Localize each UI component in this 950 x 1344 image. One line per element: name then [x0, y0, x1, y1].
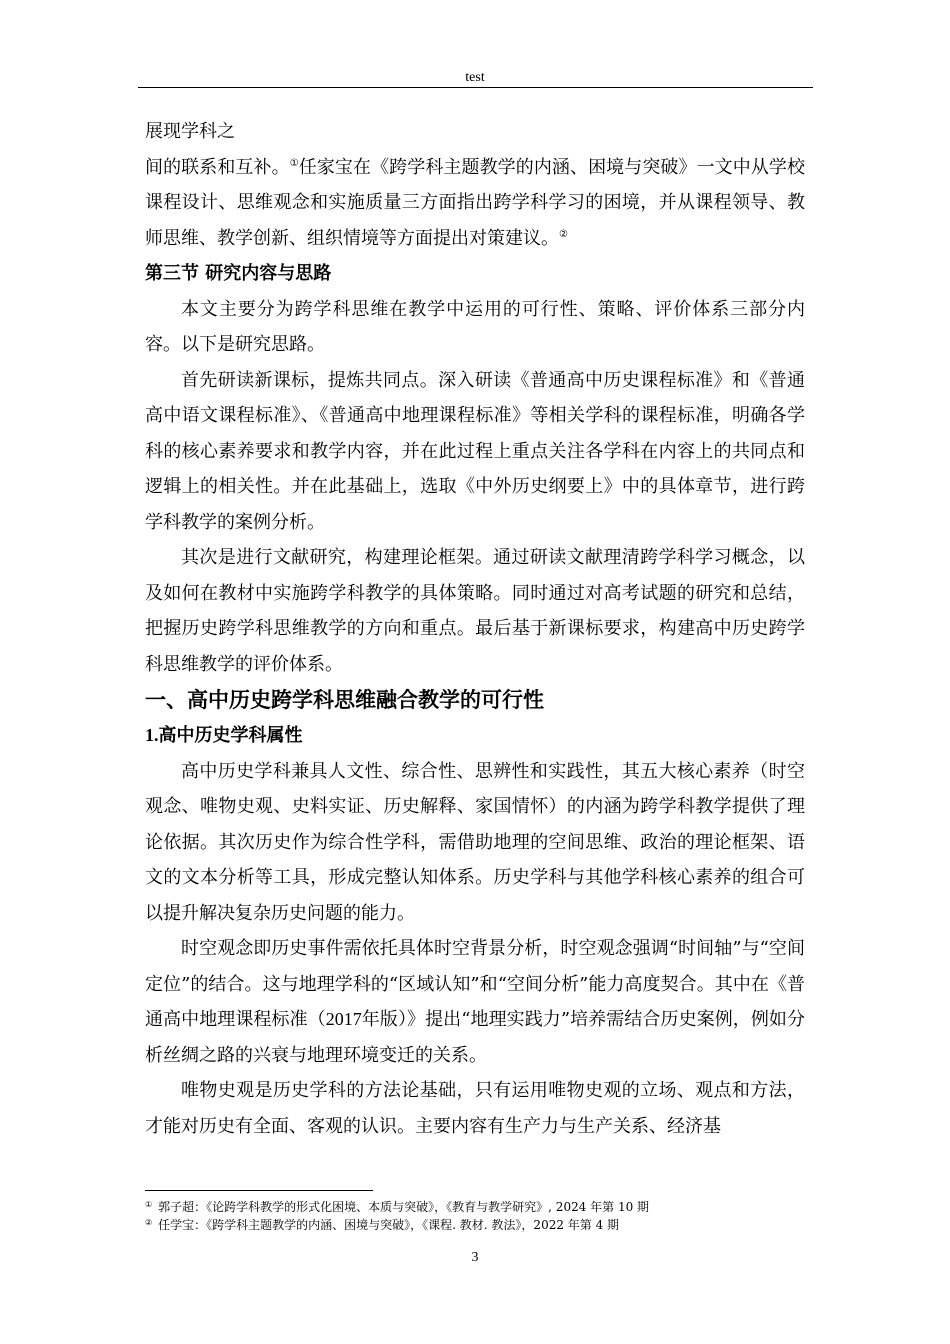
subsection-heading: [145, 718, 805, 754]
subsection-title: 高中历史学科属性: [158, 725, 303, 746]
footnote-1-text: 郭子超：《论跨学科教学的形式化困境、本质与突破》，《教育与教学研究》, 2024 年第 10 期: [158, 1200, 650, 1214]
footnote-2: [145, 1215, 825, 1233]
chapter-heading: 一、高中历史跨学科思维融合教学的可行性: [145, 687, 544, 712]
footnote-divider: [145, 1190, 373, 1191]
section-paragraph-2: 首先研读新课标，提炼共同点。深入研读《普通高中历史课程标准》和《普通高中语文课程标准》、《普通高中地理课程标准》等相关学科的课程标准，明确各学科的核心素养要求和教学内容，并在此过程上重点关注各学科在内容上的共同点和逻辑上的相关性。并在此基础上，选取《中外历史纲要上》中的具体章节，进行跨学科教学的案例分析。: [145, 369, 805, 533]
subsection-number: 1.: [145, 725, 159, 745]
footnote-ref-1: ①: [289, 157, 299, 169]
chapter-paragraph-1: 高中历史学科兼具人文性、综合性、思辨性和实践性，其五大核心素养（时空观念、唯物史观、史料实证、历史解释、家国情怀）的内涵为跨学科教学提供了理论依据。其次历史作为综合性学科，需借助地理的空间思维、政治的理论框架、语文的文本分析等工具，形成完整认知体系。历史学科与其他学科核心素养的组合可以提升解决复杂历史问题的能力。: [145, 760, 805, 924]
intro-paragraph: [145, 150, 805, 257]
chapter-paragraph-2: [145, 931, 805, 1073]
standard-year: 2017: [325, 1009, 362, 1029]
page-header: test: [465, 70, 485, 85]
footnote-ref-2: ②: [559, 228, 568, 240]
intro-line-1: 展现学科之: [145, 121, 235, 142]
chapter-paragraph-2-a: 时空观念即历史事件需依托具体时空背景分析，时空观念强调“时间轴”与“空间定位”的结合。这与地理学科的“区域认知”和“空间分析”能力高度契合。其中在《普通高中地理课程标准（: [145, 938, 805, 1030]
footnote-2-mark: ②: [145, 1218, 153, 1227]
section-heading: 第三节 研究内容与思路: [145, 263, 332, 284]
intro-line-2-cont: 任家宝在《跨学科主题教学的内涵、困境与突破》一文中从学校课程设计、思维观念和实施质量三方面指出跨学科学习的困境，并从课程领导、教师思维、教学创新、组织情境等方面提出对策建议。: [145, 156, 806, 249]
footnotes: [145, 1197, 825, 1233]
section-paragraph-1: 本文主要分为跨学科思维在教学中运用的可行性、策略、评价体系三部分内容。以下是研究思路。: [145, 298, 805, 355]
section-paragraph-3: 其次是进行文献研究，构建理论框架。通过研读文献理清跨学科学习概念，以及如何在教材中实施跨学科教学的具体策略。同时通过对高考试题的研究和总结，把握历史跨学科思维教学的方向和重点。最后基于新课标要求，构建高中历史跨学科思维教学的评价体系。: [145, 547, 805, 675]
footnote-2-text: 任学宝：《跨学科主题教学的内涵、困境与突破》，《课程. 教材. 教法》，2022 年第 4 期: [158, 1218, 620, 1232]
intro-line-2: 间的联系和互补。: [145, 156, 290, 178]
document-body: [145, 114, 805, 1144]
chapter-paragraph-2-b: 年版）》提出“地理实践力”培养需结合历史案例，例如分析丝绸之路的兴衰与地理环境变迁的关系。: [145, 1009, 806, 1066]
footnote-1-mark: ①: [145, 1200, 153, 1209]
chapter-paragraph-3: 唯物史观是历史学科的方法论基础，只有运用唯物史观的立场、观点和方法，才能对历史有全面、客观的认识。主要内容有生产力与生产关系、经济基: [145, 1080, 805, 1137]
footnote-1: [145, 1197, 825, 1215]
header-divider: [138, 87, 813, 88]
page-number: 3: [471, 1250, 479, 1265]
